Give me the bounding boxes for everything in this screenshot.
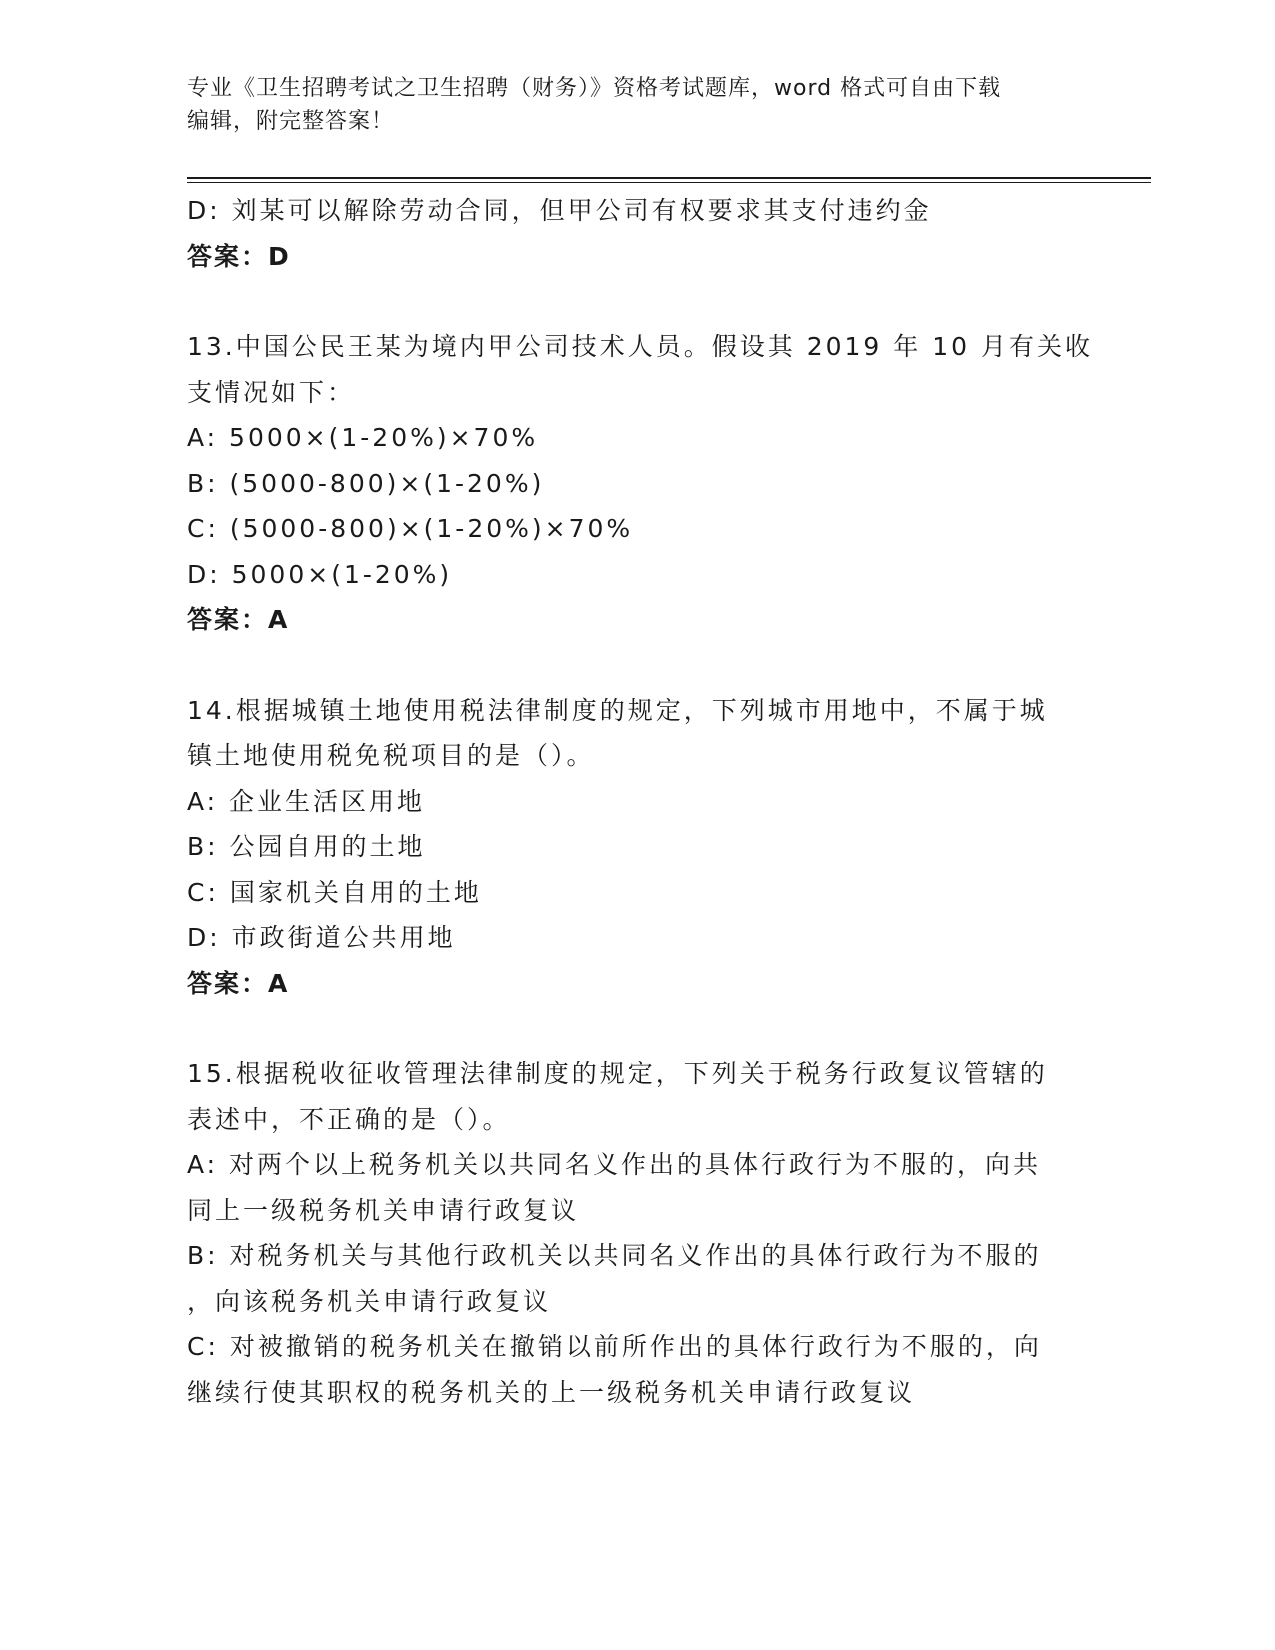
question-12-tail bbox=[187, 188, 1087, 279]
option-d: D: 市政街道公共用地 bbox=[187, 923, 456, 952]
option-c: C: (5000-800)×(1-20%)×70% bbox=[187, 514, 634, 543]
document-header bbox=[187, 72, 1067, 138]
question-stem: 镇土地使用税免税项目的是（）。 bbox=[187, 741, 595, 770]
header-line-2: 编辑，附完整答案！ bbox=[187, 109, 395, 134]
spacer bbox=[187, 1006, 1087, 1051]
option-b: B: 公园自用的土地 bbox=[187, 832, 426, 861]
answer: 答案：A bbox=[187, 605, 290, 634]
answer: 答案：D bbox=[187, 241, 291, 271]
question-stem: 支情况如下： bbox=[187, 377, 356, 407]
option-a: A: 对两个以上税务机关以共同名义作出的具体行政行为不服的，向共 bbox=[187, 1150, 1042, 1179]
question-13 bbox=[187, 324, 1093, 643]
answer: 答案：A bbox=[187, 968, 290, 998]
option-c: C: 国家机关自用的土地 bbox=[187, 877, 482, 907]
option-d: D: 5000×(1-20%) bbox=[187, 559, 453, 589]
question-15 bbox=[187, 1051, 1087, 1415]
header-rule-thick bbox=[187, 177, 1151, 179]
question-stem: 13.中国公民王某为境内甲公司技术人员。假设其 2019 年 10 月有关收 bbox=[187, 332, 1093, 361]
option-b-continued: ，向该税务机关申请行政复议 bbox=[187, 1286, 552, 1316]
document-body bbox=[187, 188, 1093, 1415]
option-a-continued: 同上一级税务机关申请行政复议 bbox=[187, 1195, 580, 1225]
option-d: D: 刘某可以解除劳动合同，但甲公司有权要求其支付违约金 bbox=[187, 196, 932, 225]
header-rule-thin bbox=[187, 182, 1151, 183]
option-a: A: 5000×(1-20%)×70% bbox=[187, 423, 539, 452]
option-b: B: 对税务机关与其他行政机关以共同名义作出的具体行政行为不服的 bbox=[187, 1241, 1042, 1270]
question-stem: 表述中，不正确的是（）。 bbox=[187, 1104, 511, 1134]
spacer bbox=[187, 643, 1087, 688]
question-stem: 15.根据税收征收管理法律制度的规定，下列关于税务行政复议管辖的 bbox=[187, 1059, 1048, 1088]
option-a: A: 企业生活区用地 bbox=[187, 786, 426, 816]
option-c: C: 对被撤销的税务机关在撤销以前所作出的具体行政行为不服的，向 bbox=[187, 1332, 1042, 1361]
option-c-continued: 继续行使其职权的税务机关的上一级税务机关申请行政复议 bbox=[187, 1377, 916, 1407]
spacer bbox=[187, 279, 1087, 324]
question-stem: 14.根据城镇土地使用税法律制度的规定，下列城市用地中，不属于城 bbox=[187, 695, 1048, 725]
header-line-1: 专业《卫生招聘考试之卫生招聘（财务）》资格考试题库，word 格式可自由下载 bbox=[187, 76, 1002, 101]
question-14 bbox=[187, 688, 1087, 1007]
option-b: B: (5000-800)×(1-20%) bbox=[187, 468, 545, 498]
